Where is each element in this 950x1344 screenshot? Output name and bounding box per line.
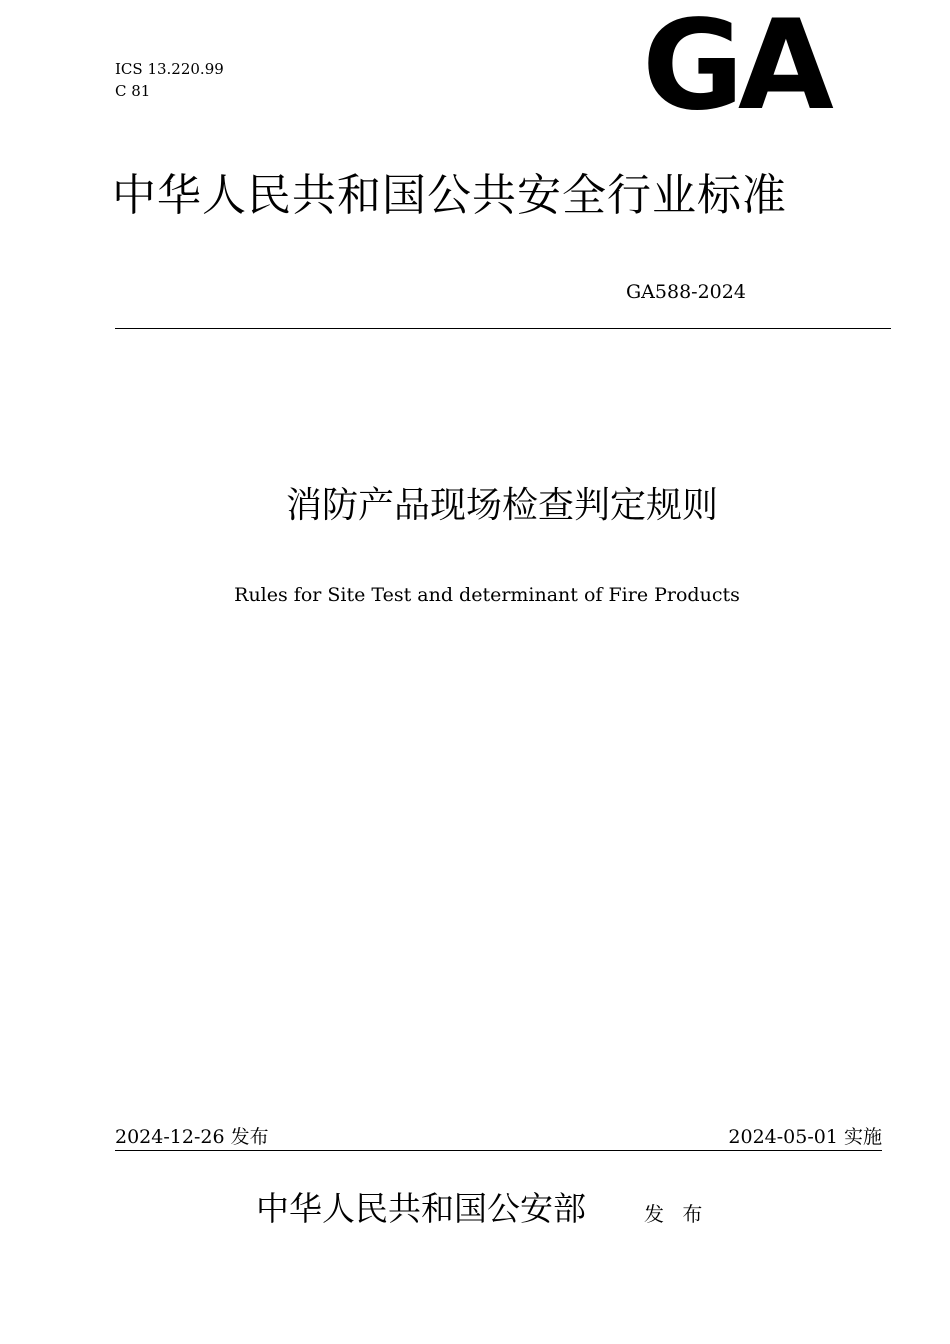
publisher: 中华人民共和国公安部	[256, 1189, 586, 1228]
publish-label: 发 布	[644, 1202, 709, 1226]
document-subtitle: Rules for Site Test and determinant of Fire Products	[234, 584, 740, 606]
implementation-date: 2024-05-01 实施	[728, 1126, 882, 1148]
document-title: 消防产品现场检查判定规则	[285, 485, 718, 526]
standard-category-title: 中华人民共和国公共安全行业标准	[112, 170, 787, 221]
date-row	[115, 1124, 882, 1151]
ics-code: ICS 13.220.99	[115, 60, 224, 78]
issue-date: 2024-12-26 发布	[115, 1126, 269, 1148]
standard-number: GA588-2024	[626, 281, 746, 303]
ga-logo: GA	[642, 0, 828, 138]
header-divider	[115, 328, 891, 329]
classification-code: C 81	[115, 82, 151, 100]
